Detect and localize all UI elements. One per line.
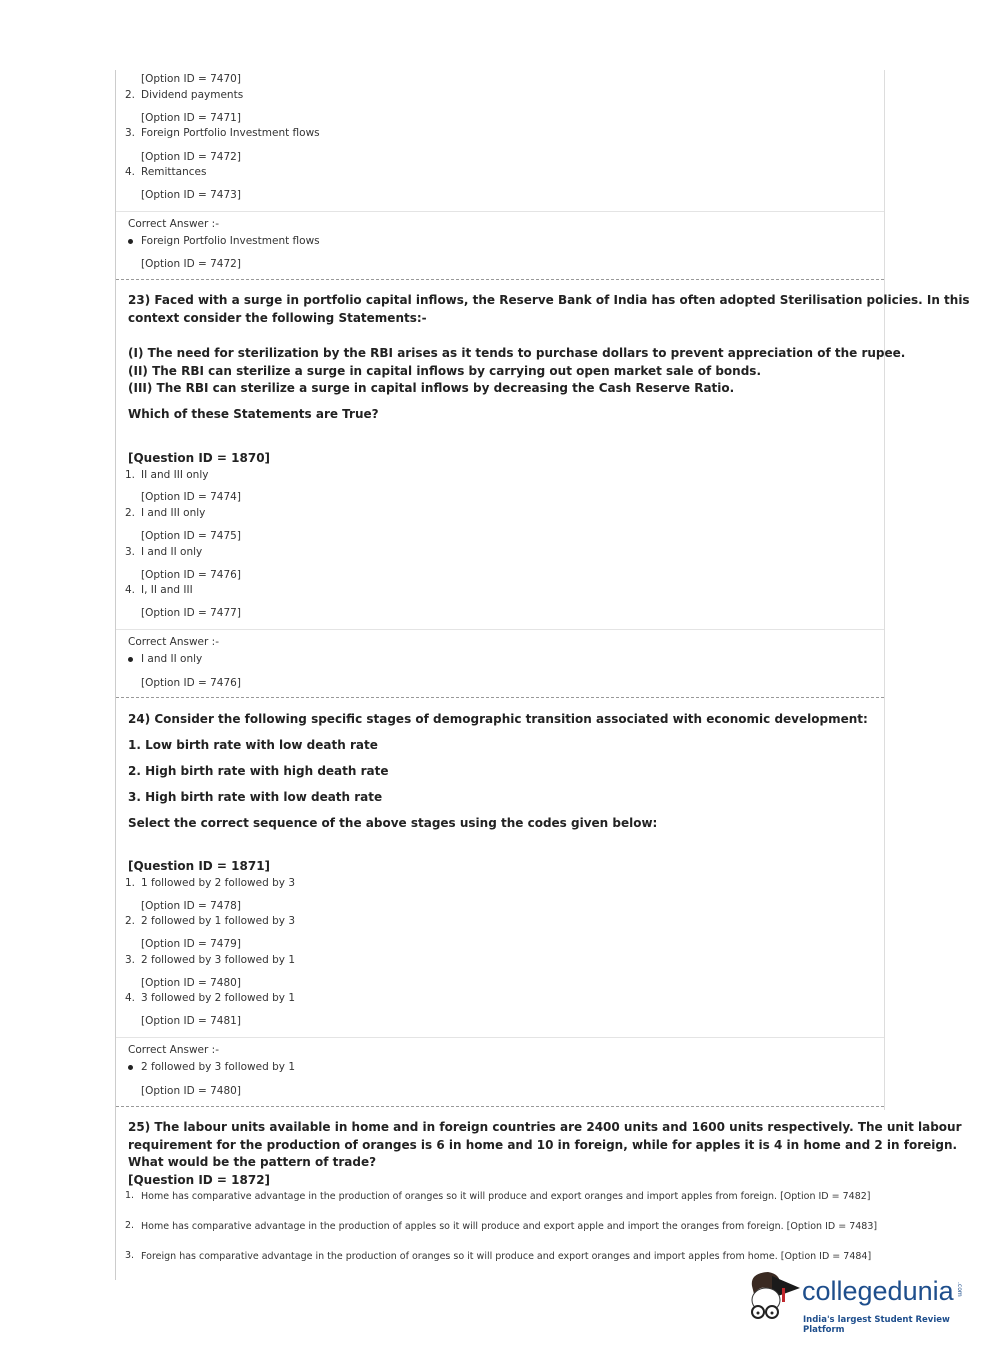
question-id: [Question ID = 1870] xyxy=(128,451,271,465)
correct-answer: 2 followed by 3 followed by 1 xyxy=(141,1061,296,1073)
option-number: 2. xyxy=(125,89,136,101)
statement: 2. High birth rate with high death rate xyxy=(128,764,389,778)
right-border xyxy=(884,70,885,1110)
question-id: [Question ID = 1872] xyxy=(128,1173,271,1187)
option-text: I and III only xyxy=(141,507,206,519)
option-id: [Option ID = 7474] xyxy=(141,491,241,503)
option-id: [Option ID = 7475] xyxy=(141,530,241,542)
statement: (I) The need for sterilization by the RBI arises as it tends to purchase dollars to prevent appreciation of the rupee. xyxy=(128,346,906,360)
option-id: [Option ID = 7473] xyxy=(141,189,241,201)
option-id: [Option ID = 7476] xyxy=(141,677,241,689)
correct-answer-label: Correct Answer :- xyxy=(128,636,219,648)
option-id: [Option ID = 7478] xyxy=(141,900,241,912)
option-text: Foreign Portfolio Investment flows xyxy=(141,127,320,139)
mascot-icon xyxy=(742,1268,802,1338)
option-number: 3. xyxy=(125,954,136,966)
option-text: Home has comparative advantage in the production of oranges so it will produce and export oranges and import apples from foreign. [Option ID = 7482] xyxy=(141,1191,871,1202)
option-id: [Option ID = 7476] xyxy=(141,569,241,581)
option-id: [Option ID = 7480] xyxy=(141,1085,241,1097)
question-id: [Question ID = 1871] xyxy=(128,859,271,873)
divider xyxy=(116,211,884,212)
option-number: 2. xyxy=(125,915,136,927)
option-text: 2 followed by 1 followed by 3 xyxy=(141,915,296,927)
option-text: Home has comparative advantage in the production of apples so it will produce and export apple and import the oranges from foreign. [Option ID = 7483] xyxy=(141,1221,878,1232)
question-ask: Which of these Statements are True? xyxy=(128,407,379,421)
bullet-icon xyxy=(128,657,133,662)
collegedunia-logo xyxy=(742,1268,972,1338)
logo-tagline: India's largest Student Review Platform xyxy=(803,1315,950,1335)
option-text: 2 followed by 3 followed by 1 xyxy=(141,954,296,966)
question-separator xyxy=(116,1106,884,1107)
divider xyxy=(116,1037,884,1038)
option-number: 4. xyxy=(125,992,136,1004)
option-number: 4. xyxy=(125,166,136,178)
option-number: 3. xyxy=(125,127,136,139)
question-text: 24) Consider the following specific stages of demographic transition associated with economic development: xyxy=(128,712,868,726)
correct-answer-label: Correct Answer :- xyxy=(128,218,219,230)
option-text: Foreign has comparative advantage in the production of oranges so it will produce and export oranges and import apples from home. [Option ID = 7484] xyxy=(141,1251,872,1262)
option-number: 2. xyxy=(125,507,136,519)
statement: (III) The RBI can sterilize a surge in capital inflows by decreasing the Cash Reserve Ratio. xyxy=(128,381,735,395)
option-id: [Option ID = 7472] xyxy=(141,258,241,270)
question-text: requirement for the production of oranges is 6 in home and 10 in foreign, while for apples it is 4 in home and 2 in foreign. xyxy=(128,1138,958,1152)
option-text: I and II only xyxy=(141,546,203,558)
bullet-icon xyxy=(128,1065,133,1070)
option-number: 1. xyxy=(125,877,136,889)
option-text: 1 followed by 2 followed by 3 xyxy=(141,877,296,889)
correct-answer: I and II only xyxy=(141,653,203,665)
option-text: Dividend payments xyxy=(141,89,244,101)
option-text: Remittances xyxy=(141,166,207,178)
logo-suffix: .com xyxy=(956,1282,963,1297)
statement: 1. Low birth rate with low death rate xyxy=(128,738,378,752)
option-id: [Option ID = 7470] xyxy=(141,73,241,85)
bullet-icon xyxy=(128,239,133,244)
correct-answer-label: Correct Answer :- xyxy=(128,1044,219,1056)
option-id: [Option ID = 7481] xyxy=(141,1015,241,1027)
option-number: 1. xyxy=(125,469,136,481)
option-text: I, II and III xyxy=(141,584,193,596)
option-number: 3. xyxy=(125,1250,135,1261)
question-text: What would be the pattern of trade? xyxy=(128,1155,377,1169)
logo-name: collegedunia xyxy=(802,1276,954,1306)
option-id: [Option ID = 7479] xyxy=(141,938,241,950)
question-text: context consider the following Statements:- xyxy=(128,311,427,325)
question-text: 23) Faced with a surge in portfolio capital inflows, the Reserve Bank of India has often adopted Sterilisation policies. In this xyxy=(128,293,970,307)
question-text: 25) The labour units available in home and in foreign countries are 2400 units and 1600 units respectively. The unit labour xyxy=(128,1120,962,1134)
question-separator xyxy=(116,697,884,698)
option-number: 2. xyxy=(125,1220,135,1231)
option-id: [Option ID = 7472] xyxy=(141,151,241,163)
question-ask: Select the correct sequence of the above stages using the codes given below: xyxy=(128,816,658,830)
option-id: [Option ID = 7471] xyxy=(141,112,241,124)
divider xyxy=(116,629,884,630)
option-number: 3. xyxy=(125,546,136,558)
option-id: [Option ID = 7480] xyxy=(141,977,241,989)
option-text: II and III only xyxy=(141,469,209,481)
statement: (II) The RBI can sterilize a surge in capital inflows by carrying out open market sale of bonds. xyxy=(128,364,762,378)
correct-answer: Foreign Portfolio Investment flows xyxy=(141,235,320,247)
option-number: 1. xyxy=(125,1190,135,1201)
statement: 3. High birth rate with low death rate xyxy=(128,790,383,804)
left-border xyxy=(115,70,116,1280)
option-id: [Option ID = 7477] xyxy=(141,607,241,619)
question-separator xyxy=(116,279,884,280)
option-text: 3 followed by 2 followed by 1 xyxy=(141,992,296,1004)
option-number: 4. xyxy=(125,584,136,596)
